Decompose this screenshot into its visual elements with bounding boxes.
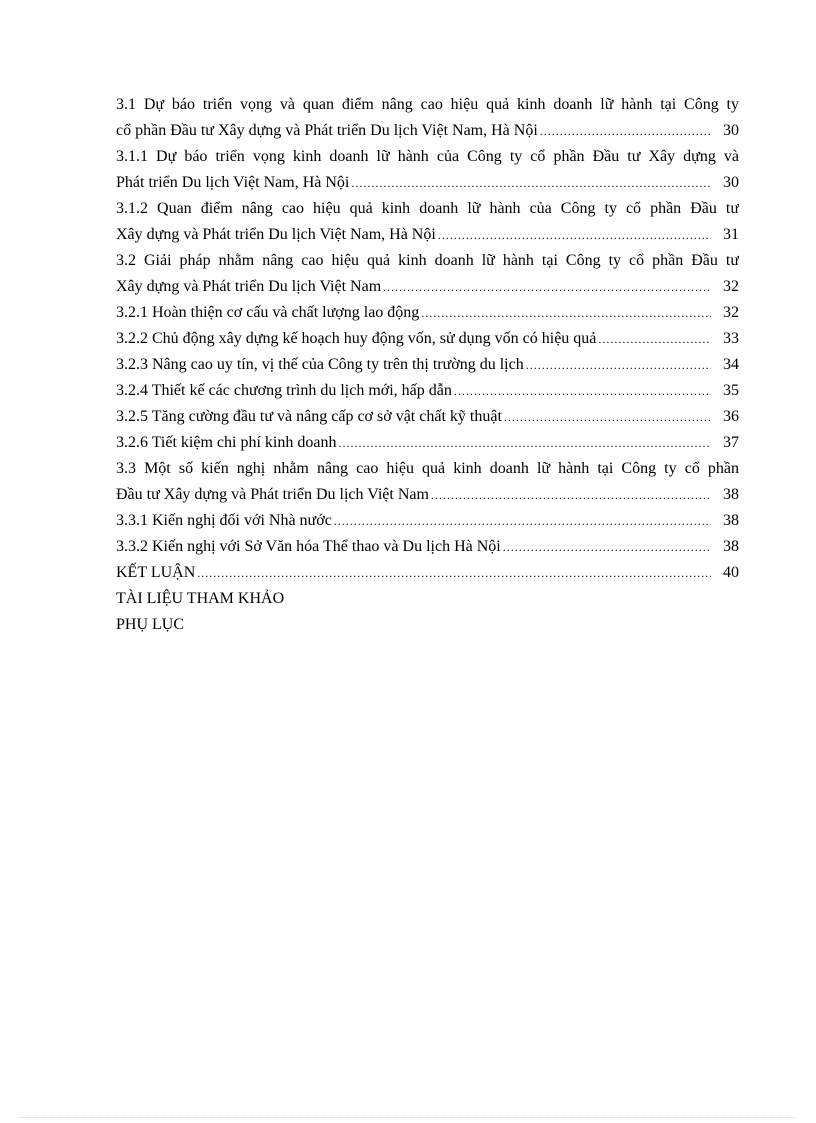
- dot-leader: [421, 300, 711, 326]
- toc-entry-title-line: 3.2.2 Chủ động xây dựng kế hoạch huy động vốn, sử dụng vốn có hiệu quả: [116, 330, 597, 347]
- toc-entry-3-2-2[interactable]: [116, 326, 739, 352]
- dot-leader: [334, 508, 711, 534]
- toc-entry-title-line: 3.2.4 Thiết kế các chương trình du lịch mới, hấp dẫn: [116, 382, 452, 399]
- table-of-contents: [116, 92, 739, 638]
- dot-leader: [383, 274, 711, 300]
- toc-entry-references[interactable]: TÀI LIỆU THAM KHẢO: [116, 590, 285, 607]
- toc-entry-title-line: 3.2.1 Hoàn thiện cơ cấu và chất lượng lao động: [116, 304, 420, 321]
- toc-entry-3-1[interactable]: [116, 92, 739, 144]
- toc-entry-title-line: Phát triển Du lịch Việt Nam, Hà Nội: [116, 174, 350, 191]
- toc-entry-title-line: cổ phần Đầu tư Xây dựng và Phát triển Du lịch Việt Nam, Hà Nội: [116, 122, 538, 139]
- toc-entry-3-2-1[interactable]: [116, 300, 739, 326]
- toc-entry-title-line: 3.1.1 Dự báo triển vọng kinh doanh lữ hành của Công ty cổ phần Đầu tư Xây dựng và: [116, 148, 739, 165]
- toc-page-number: 30: [723, 122, 739, 139]
- toc-entry-3-3-1[interactable]: [116, 508, 739, 534]
- dot-leader: [438, 222, 711, 248]
- toc-entry-title-line: 3.2.6 Tiết kiệm chi phí kinh doanh: [116, 434, 337, 451]
- toc-entry-title-line: 3.2.5 Tăng cường đầu tư và nâng cấp cơ sở vật chất kỹ thuật: [116, 408, 502, 425]
- toc-entry-title-line: 3.2.3 Nâng cao uy tín, vị thế của Công ty trên thị trường du lịch: [116, 356, 524, 373]
- dot-leader: [503, 534, 711, 560]
- toc-entry-title-line: 3.3 Một số kiến nghị nhằm nâng cao hiệu quả kinh doanh lữ hành tại Công ty cổ phần: [116, 460, 739, 477]
- toc-entry-3-1-1[interactable]: [116, 144, 739, 196]
- toc-entry-3-2[interactable]: [116, 248, 739, 300]
- toc-page-number: 33: [723, 330, 739, 347]
- dot-leader: [351, 170, 711, 196]
- toc-page-number: 36: [723, 408, 739, 425]
- toc-page-number: 38: [723, 512, 739, 529]
- toc-entry-3-2-3[interactable]: [116, 352, 739, 378]
- toc-page-number: 30: [723, 174, 739, 191]
- dot-leader: [338, 430, 711, 456]
- toc-page-number: 38: [723, 538, 739, 555]
- toc-page-number: 38: [723, 486, 739, 503]
- toc-entry-3-2-4[interactable]: [116, 378, 739, 404]
- toc-page-number: 32: [723, 278, 739, 295]
- toc-entry-title-line: 3.3.1 Kiến nghị đối với Nhà nước: [116, 512, 332, 529]
- toc-entry-title-line: Xây dựng và Phát triển Du lịch Việt Nam, Hà Nội: [116, 226, 436, 243]
- toc-page-number: 34: [723, 356, 739, 373]
- toc-entry-appendix[interactable]: PHỤ LỤC: [116, 616, 185, 633]
- toc-entry-title-line: 3.1.2 Quan điểm nâng cao hiệu quả kinh doanh lữ hành của Công ty cổ phần Đầu tư: [116, 200, 739, 217]
- toc-entry-title-line: Đầu tư Xây dựng và Phát triển Du lịch Việt Nam: [116, 486, 429, 503]
- toc-entry-ket-luan[interactable]: [116, 560, 739, 586]
- toc-entry-title-line: KẾT LUẬN: [116, 564, 196, 581]
- page-bottom-border: [20, 1117, 796, 1118]
- dot-leader: [526, 352, 711, 378]
- dot-leader: [431, 482, 711, 508]
- toc-entry-title-line: Xây dựng và Phát triển Du lịch Việt Nam: [116, 278, 382, 295]
- dot-leader: [598, 326, 711, 352]
- toc-page-number: 31: [723, 226, 739, 243]
- toc-entry-3-2-5[interactable]: [116, 404, 739, 430]
- toc-entry-3-3-2[interactable]: [116, 534, 739, 560]
- toc-entry-title-line: 3.1 Dự báo triển vọng và quan điểm nâng cao hiệu quả kinh doanh lữ hành tại Công ty: [116, 96, 739, 113]
- toc-entry-3-3[interactable]: [116, 456, 739, 508]
- toc-page-number: 37: [723, 434, 739, 451]
- dot-leader: [454, 378, 711, 404]
- toc-entry-title-line: 3.2 Giải pháp nhằm nâng cao hiệu quả kinh doanh lữ hành tại Công ty cổ phần Đầu tư: [116, 252, 739, 269]
- toc-entry-3-2-6[interactable]: [116, 430, 739, 456]
- toc-page-number: 40: [723, 564, 739, 581]
- toc-entry-3-1-2[interactable]: [116, 196, 739, 248]
- toc-page-number: 32: [723, 304, 739, 321]
- toc-page-number: 35: [723, 382, 739, 399]
- toc-entry-title-line: 3.3.2 Kiến nghị với Sở Văn hóa Thể thao và Du lịch Hà Nội: [116, 538, 501, 555]
- dot-leader: [197, 560, 711, 586]
- dot-leader: [504, 404, 711, 430]
- dot-leader: [540, 118, 711, 144]
